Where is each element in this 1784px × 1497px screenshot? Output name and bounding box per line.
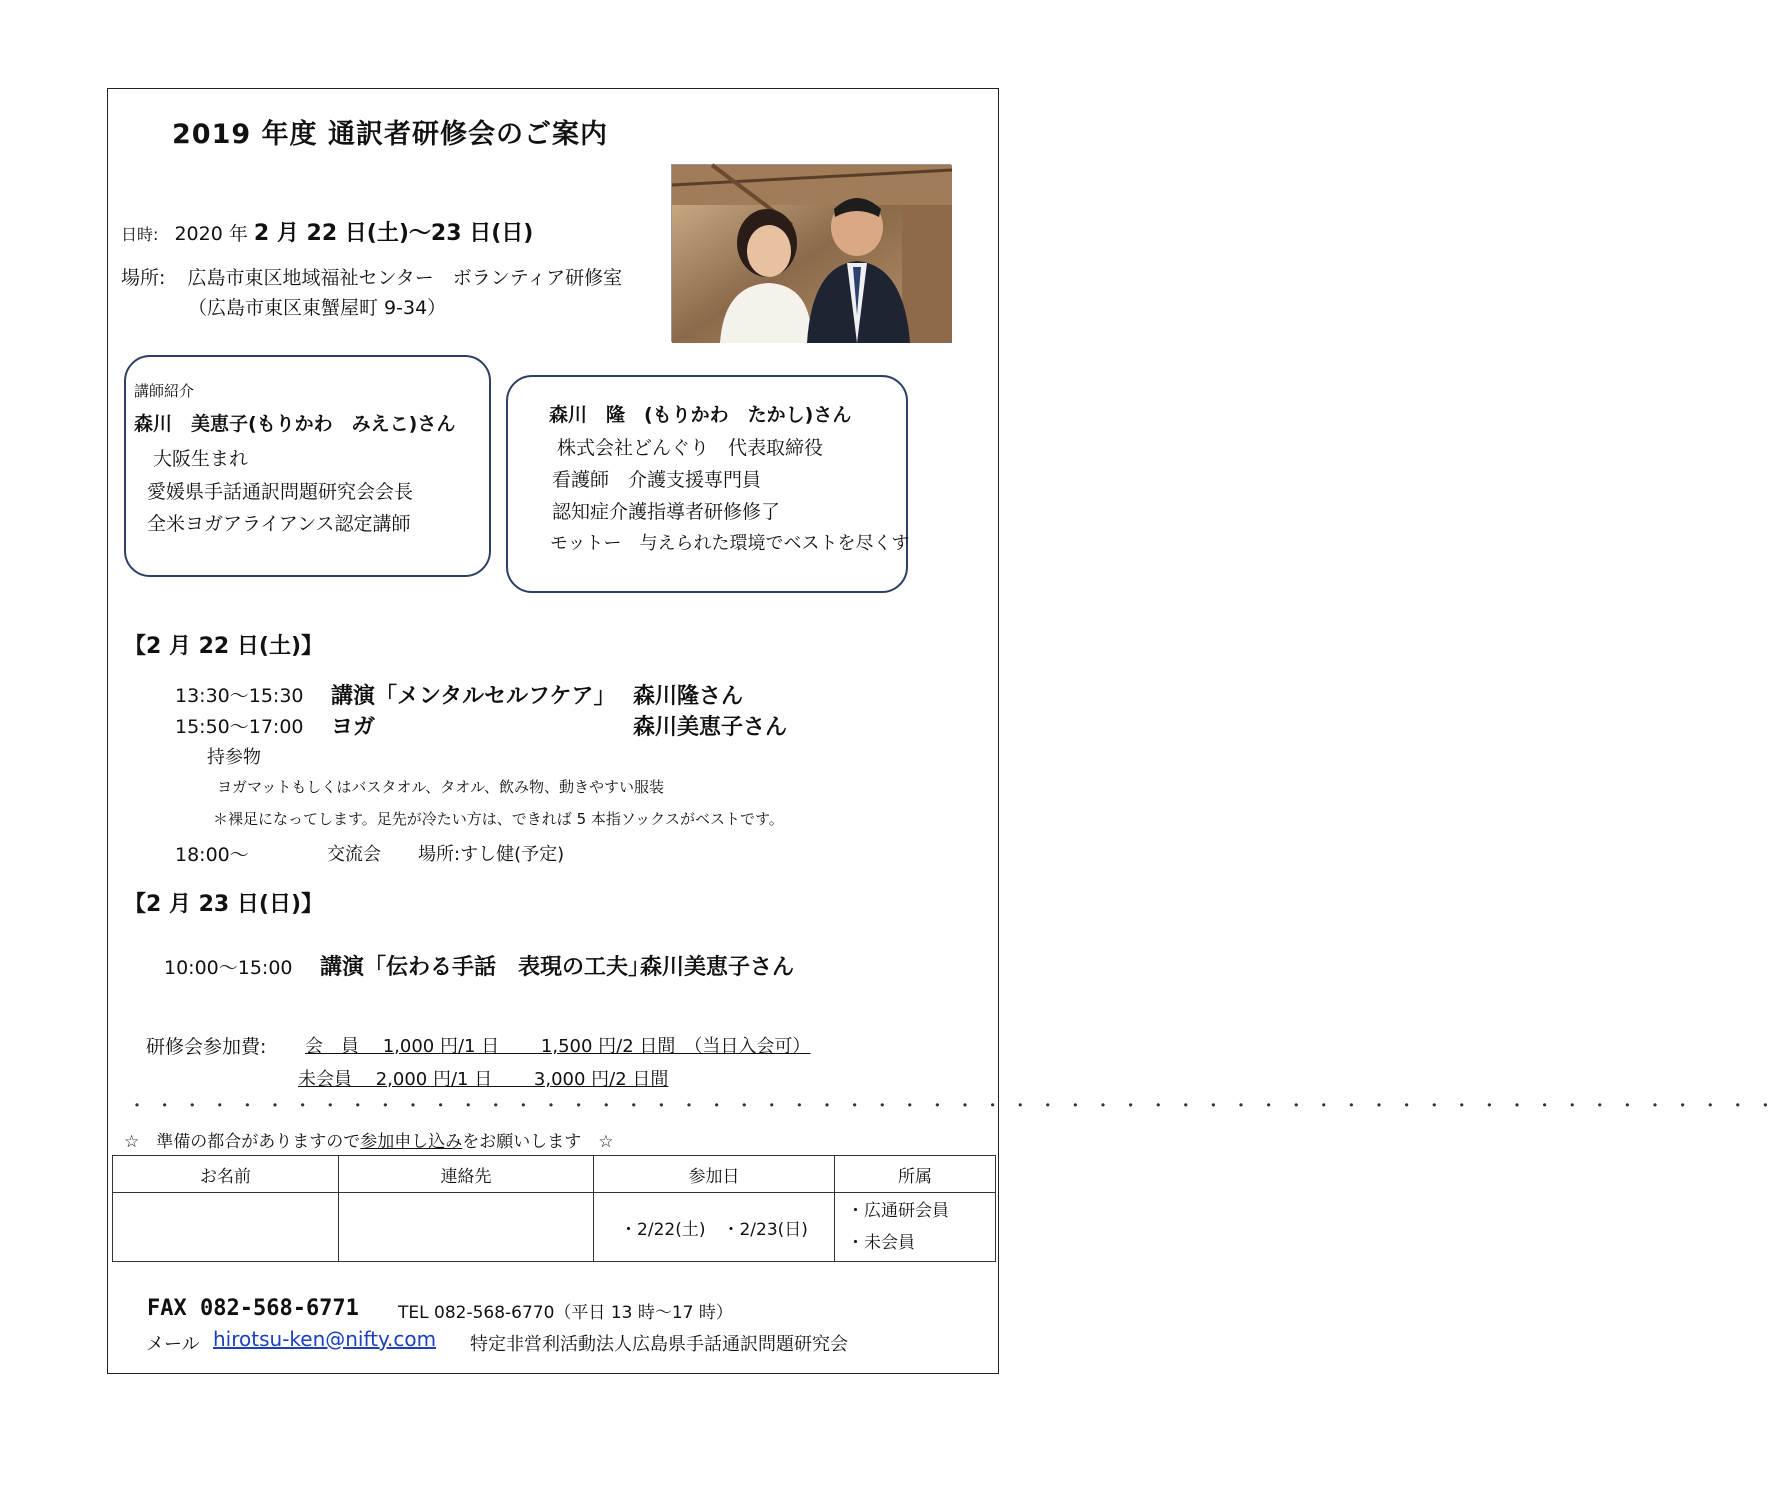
form-header-name: お名前 [113, 1156, 339, 1193]
venue-address: （広島市東区東蟹屋町 9-34） [188, 297, 447, 319]
affiliation-option[interactable]: ・広通研会員 [847, 1201, 949, 1221]
day2-session1-title: 講演「伝わる手話 表現の工夫」 [320, 955, 651, 980]
instructor2-line: モットー 与えられた環境でベストを尽くす [550, 533, 910, 554]
bring-note: ＊裸足になってします。足先が冷たい方は、できれば 5 本指ソックスがベストです。 [213, 810, 784, 828]
instructors-photo [671, 164, 951, 342]
day1-session2-title: ヨガ [331, 715, 376, 740]
instructor1-line: 大阪生まれ [153, 448, 249, 470]
instructor2-name: 森川 隆 (もりかわ たかし)さん [549, 404, 852, 426]
dotted-separator: ・・・・・・・・・・・・・・・・・・・・・・・・・・・・・・・・・・・・・・・・・・・・・・・・・・・・・・・・・・・・ [128, 1096, 1784, 1117]
instructor1-name: 森川 美恵子(もりかわ みえこ)さん [134, 413, 456, 435]
fax-number: FAX 082-568-6771 [147, 1296, 359, 1321]
tel-number: TEL 082-568-6770（平日 13 時～17 時） [398, 1303, 733, 1323]
venue-row [121, 263, 622, 290]
registration-form [112, 1155, 996, 1262]
form-entry-row [113, 1193, 996, 1262]
day1-session3-time: 18:00～ [175, 844, 249, 866]
notice-text: をお願いします ☆ [462, 1132, 614, 1152]
bring-label: 持参物 [207, 747, 261, 768]
form-header-date: 参加日 [594, 1156, 835, 1193]
fee-label: 研修会参加費: [146, 1036, 267, 1058]
day1-session2-time: 15:50～17:00 [175, 716, 304, 738]
instructor2-line: 看護師 介護支援専門員 [552, 469, 762, 491]
day1-session2-speaker: 森川美恵子さん [633, 715, 788, 740]
datetime-row [121, 216, 533, 247]
instructor1-line: 全米ヨガアライアンス認定講師 [147, 513, 411, 535]
fee-member: 会 員 1,000 円/1 日 1,500 円/2 日間 （当日入会可） [305, 1036, 811, 1057]
day2-heading: 【2 月 23 日(日)】 [124, 892, 324, 917]
day1-session1-title: 講演「メンタルセルフケア」 [331, 684, 616, 709]
datetime-dates: 2 月 22 日(土)～23 日(日) [253, 221, 534, 246]
instructor2-line: 株式会社どんぐり 代表取締役 [557, 437, 824, 459]
registration-notice [124, 1127, 614, 1152]
form-affiliation-options[interactable] [835, 1193, 996, 1262]
organization-name: 特定非営利活動法人広島県手話通訳問題研究会 [470, 1334, 848, 1355]
form-date-options[interactable]: ・2/22(土) ・2/23(日) [594, 1193, 835, 1262]
bring-items: ヨガマットもしくはバスタオル、タオル、飲み物、動きやすい服装 [217, 778, 665, 796]
day1-heading: 【2 月 22 日(土)】 [124, 634, 324, 659]
form-header-row [113, 1156, 996, 1193]
page-title: 2019 年度 通訳者研修会のご案内 [172, 119, 608, 150]
datetime-label: 日時: [121, 225, 159, 244]
form-header-affiliation: 所属 [835, 1156, 996, 1193]
form-name-field[interactable] [113, 1193, 339, 1262]
form-header-contact: 連絡先 [339, 1156, 594, 1193]
notice-underlined: 参加申し込み [360, 1132, 463, 1152]
email-link[interactable]: hirotsu-ken@nifty.com [213, 1327, 437, 1351]
affiliation-option[interactable]: ・未会員 [847, 1233, 915, 1253]
day1-session1-time: 13:30～15:30 [175, 685, 304, 707]
datetime-year: 2020 年 [174, 223, 248, 245]
instructor2-line: 認知症介護指導者研修修了 [552, 501, 781, 523]
day1-session3-place: 場所:すし健(予定) [418, 844, 565, 865]
day1-session1-speaker: 森川隆さん [633, 684, 744, 709]
day2-session1-speaker: 森川美恵子さん [640, 955, 795, 980]
venue-label: 場所: [121, 267, 166, 289]
mail-label: メール [146, 1334, 200, 1355]
instructor-heading: 講師紹介 [134, 382, 195, 400]
instructor1-line: 愛媛県手話通訳問題研究会会長 [147, 481, 414, 503]
day2-session1-time: 10:00～15:00 [164, 957, 293, 979]
fee-nonmember: 未会員 2,000 円/1 日 3,000 円/2 日間 [298, 1069, 669, 1090]
venue-name: 広島市東区地域福祉センター ボランティア研修室 [187, 267, 623, 289]
form-contact-field[interactable] [339, 1193, 594, 1262]
day1-session3-title: 交流会 [327, 844, 381, 865]
notice-text: ☆ 準備の都合がありますので [124, 1132, 361, 1152]
